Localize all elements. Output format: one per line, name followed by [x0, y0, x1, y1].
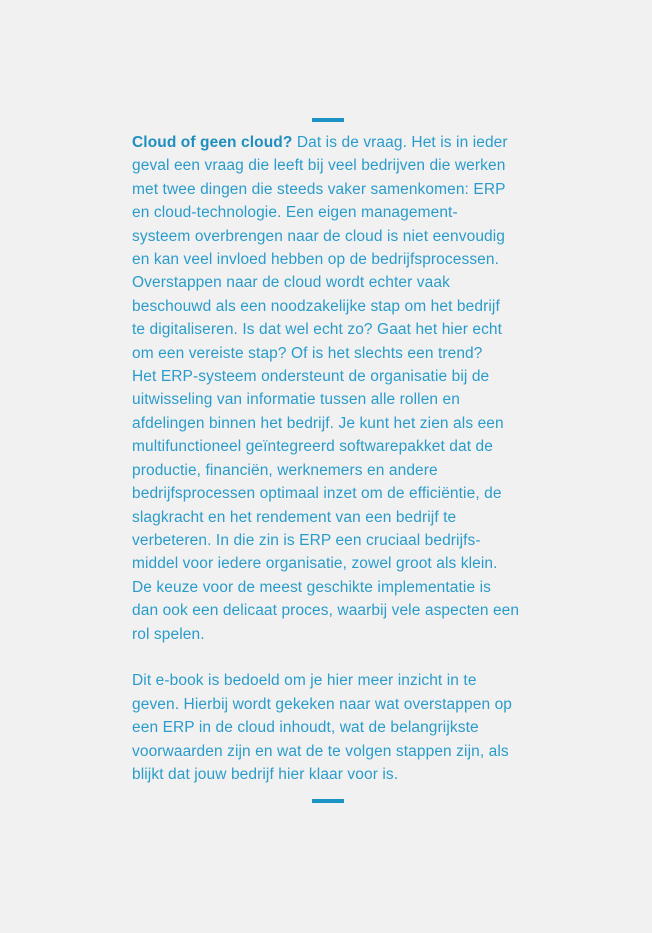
paragraph-line: Het ERP-systeem ondersteunt de organisatie bij de [132, 368, 490, 386]
intro-paragraph [132, 131, 524, 646]
paragraph-line: beschouwd als een noodzakelijke stap om het bedrijf [132, 297, 500, 315]
paragraph-line: te digitaliseren. Is dat wel echt zo? Gaat het hier echt [132, 321, 503, 339]
paragraph-line: verbeteren. In die zin is ERP een cruciaal bedrijfs- [132, 531, 481, 549]
lead-heading: Cloud of geen cloud? [132, 134, 293, 151]
paragraph-line: productie, financiën, werknemers en andere [132, 461, 438, 479]
article-body [132, 131, 524, 786]
paragraph-line: systeem overbrengen naar de cloud is niet eenvoudig [132, 227, 506, 245]
paragraph-line: geval een vraag die leeft bij veel bedrijven die werken [132, 157, 506, 175]
paragraph-line: om een vereiste stap? Of is het slechts een trend? [132, 344, 483, 362]
top-divider-rule [312, 118, 344, 122]
paragraph-line: rol spelen. [132, 625, 205, 643]
bottom-divider-rule [312, 799, 344, 803]
paragraph-line: Overstappen naar de cloud wordt echter vaak [132, 274, 450, 292]
paragraph-line: een ERP in de cloud inhoudt, wat de belangrijkste [132, 719, 479, 737]
paragraph-line: multifunctioneel geïntegreerd softwarepakket dat de [132, 438, 493, 456]
paragraph-line: met twee dingen die steeds vaker samenkomen: ERP [132, 180, 506, 198]
paragraph-line: bedrijfsprocessen optimaal inzet om de efficiëntie, de [132, 485, 502, 503]
paragraph-line: uitwisseling van informatie tussen alle rollen en [132, 391, 460, 409]
ebook-purpose-paragraph [132, 669, 524, 786]
paragraph-line: en kan veel invloed hebben op de bedrijfsprocessen. [132, 251, 500, 269]
paragraph-line: slagkracht en het rendement van een bedrijf te [132, 508, 457, 526]
paragraph-line: Dit e-book is bedoeld om je hier meer inzicht in te [132, 672, 477, 690]
paragraph-line: voorwaarden zijn en wat de te volgen stappen zijn, als [132, 742, 509, 760]
paragraph-line: dan ook een delicaat proces, waarbij vele aspecten een [132, 602, 520, 620]
paragraph-line: middel voor iedere organisatie, zowel groot als klein. [132, 555, 498, 573]
paragraph-line: afdelingen binnen het bedrijf. Je kunt het zien als een [132, 414, 504, 432]
paragraph-line: blijkt dat jouw bedrijf hier klaar voor is. [132, 765, 399, 783]
paragraph-line: De keuze voor de meest geschikte implementatie is [132, 578, 491, 596]
paragraph-line: geven. Hierbij wordt gekeken naar wat overstappen op [132, 695, 513, 713]
paragraph-line: Dat is de vraag. Het is in ieder [292, 134, 508, 151]
paragraph-line: en cloud-technologie. Een eigen management- [132, 204, 458, 222]
